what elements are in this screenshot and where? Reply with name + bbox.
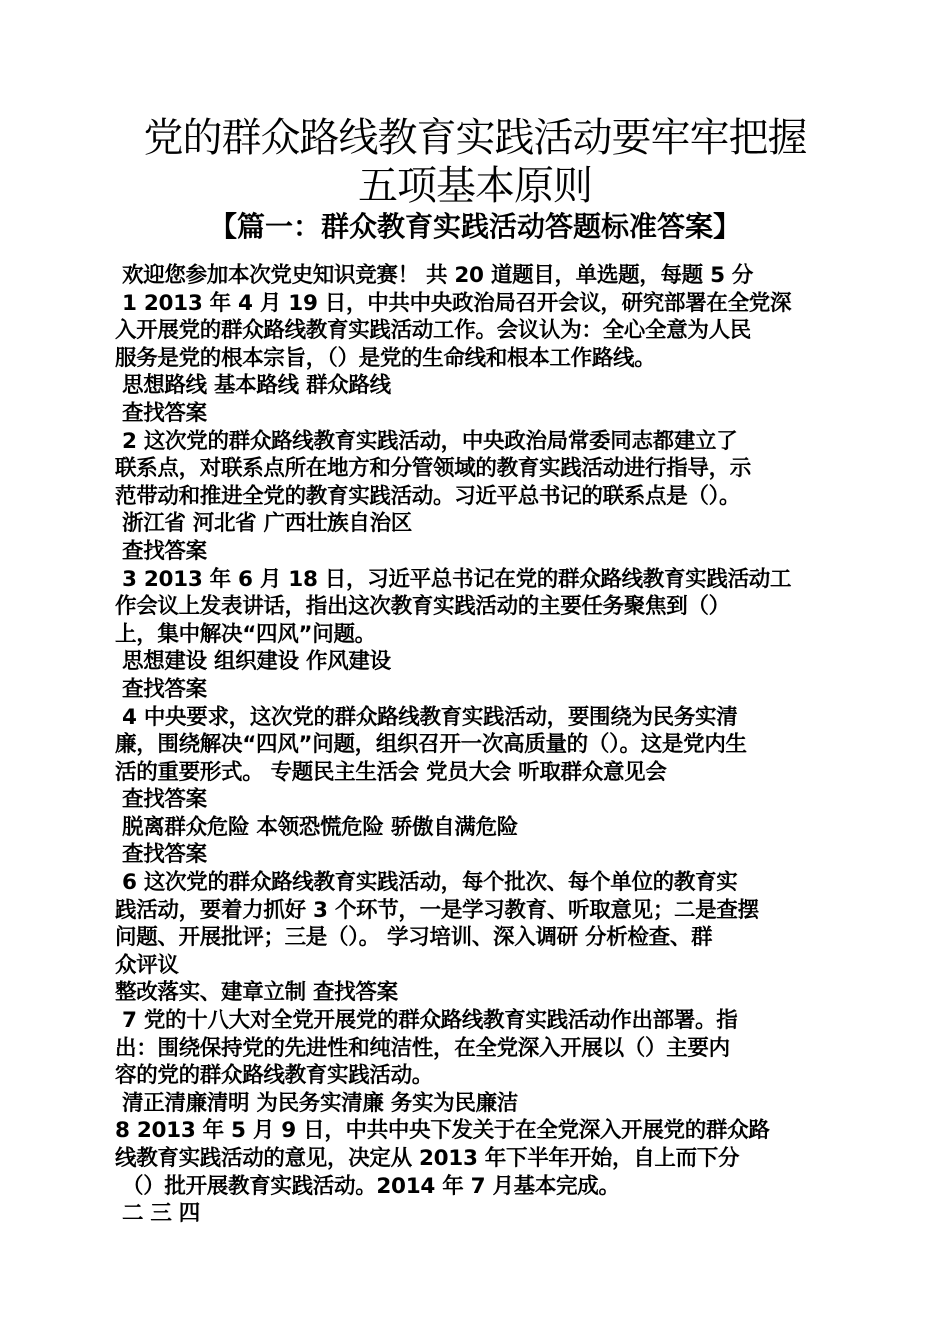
question-1-line-1: 1 2013 年 4 月 19 日，中共中央政治局召开会议，研究部署在全党深 xyxy=(122,290,792,316)
question-6-options: 整改落实、建章立制 查找答案 xyxy=(115,980,398,1006)
question-4-line-3: 活的重要形式。 专题民主生活会 党员大会 听取群众意见会 xyxy=(115,759,667,785)
question-3-line-1: 3 2013 年 6 月 18 日，习近平总书记在党的群众路线教育实践活动工 xyxy=(122,566,792,592)
question-8-line-2: 线教育实践活动的意见，决定从 2013 年下半年开始，自上而下分 xyxy=(115,1146,740,1171)
question-3-line-3: 上，集中解决“四风”问题。 xyxy=(115,621,376,647)
document-title-line-1: 党的群众路线教育实践活动要牢牢把握 xyxy=(143,115,807,161)
question-7-line-2: 出：围绕保持党的先进性和纯洁性，在全党深入开展以（）主要内 xyxy=(115,1035,730,1061)
question-2-options: 浙江省 河北省 广西壮族自治区 xyxy=(122,511,412,537)
find-answer-link[interactable]: 查找答案 xyxy=(122,787,207,813)
question-6-line-1: 6 这次党的群众路线教育实践活动，每个批次、每个单位的教育实 xyxy=(122,870,738,896)
question-2-line-2: 联系点，对联系点所在地方和分管领域的教育实践活动进行指导，示 xyxy=(115,456,752,482)
question-3-options: 思想建设 组织建设 作风建设 xyxy=(122,649,391,675)
question-4-line-1: 4 中央要求，这次党的群众路线教育实践活动，要围绕为民务实清 xyxy=(122,704,738,730)
find-answer-link[interactable]: 查找答案 xyxy=(122,538,207,564)
intro-line: 欢迎您参加本次党史知识竞赛！ 共 20 道题目，单选题，每题 5 分 xyxy=(122,263,754,288)
question-8-line-1: 8 2013 年 5 月 9 日，中共中央下发关于在全党深入开展党的群众路 xyxy=(115,1118,770,1144)
question-5-options: 脱离群众危险 本领恐慌危险 骄傲自满危险 xyxy=(122,814,518,840)
question-4-line-2: 廉，围绕解决“四风”问题，组织召开一次高质量的（）。这是党内生 xyxy=(115,732,747,758)
question-8-line-3: （）批开展教育实践活动。2014 年 7 月基本完成。 xyxy=(122,1173,620,1199)
document-body xyxy=(115,262,840,1228)
find-answer-link[interactable]: 查找答案 xyxy=(122,676,207,702)
find-answer-link[interactable]: 查找答案 xyxy=(122,400,207,426)
question-2-line-1: 2 这次党的群众路线教育实践活动，中央政治局常委同志都建立了 xyxy=(122,428,738,454)
question-1-options: 思想路线 基本路线 群众路线 xyxy=(122,373,391,399)
question-6-line-2: 践活动，要着力抓好 3 个环节，一是学习教育、听取意见；二是查摆 xyxy=(115,897,759,923)
question-8-options: 二 三 四 xyxy=(122,1201,200,1227)
question-6-line-3: 问题、开展批评；三是（）。 学习培训、深入调研 分析检查、群 xyxy=(115,925,713,951)
question-7-line-3: 容的党的群众路线教育实践活动。 xyxy=(115,1063,434,1089)
find-answer-link[interactable]: 查找答案 xyxy=(122,842,207,868)
question-3-line-2: 作会议上发表讲话，指出这次教育实践活动的主要任务聚焦到（） xyxy=(115,594,730,620)
question-1-line-3: 服务是党的根本宗旨，（）是党的生命线和根本工作路线。 xyxy=(115,345,656,371)
question-7-options: 清正清廉清明 为民务实清廉 务实为民廉洁 xyxy=(122,1090,518,1116)
question-1-line-2: 入开展党的群众路线教育实践活动工作。会议认为：全心全意为人民 xyxy=(115,318,752,344)
question-2-line-3: 范带动和推进全党的教育实践活动。习近平总书记的联系点是（）。 xyxy=(115,483,741,509)
document-title-line-2: 五项基本原则 xyxy=(358,163,592,209)
document-subtitle: 【篇一：群众教育实践活动答题标准答案】 xyxy=(208,210,741,243)
question-7-line-1: 7 党的十八大对全党开展党的群众路线教育实践活动作出部署。指 xyxy=(122,1008,738,1034)
question-6-line-4: 众评议 xyxy=(115,952,179,978)
